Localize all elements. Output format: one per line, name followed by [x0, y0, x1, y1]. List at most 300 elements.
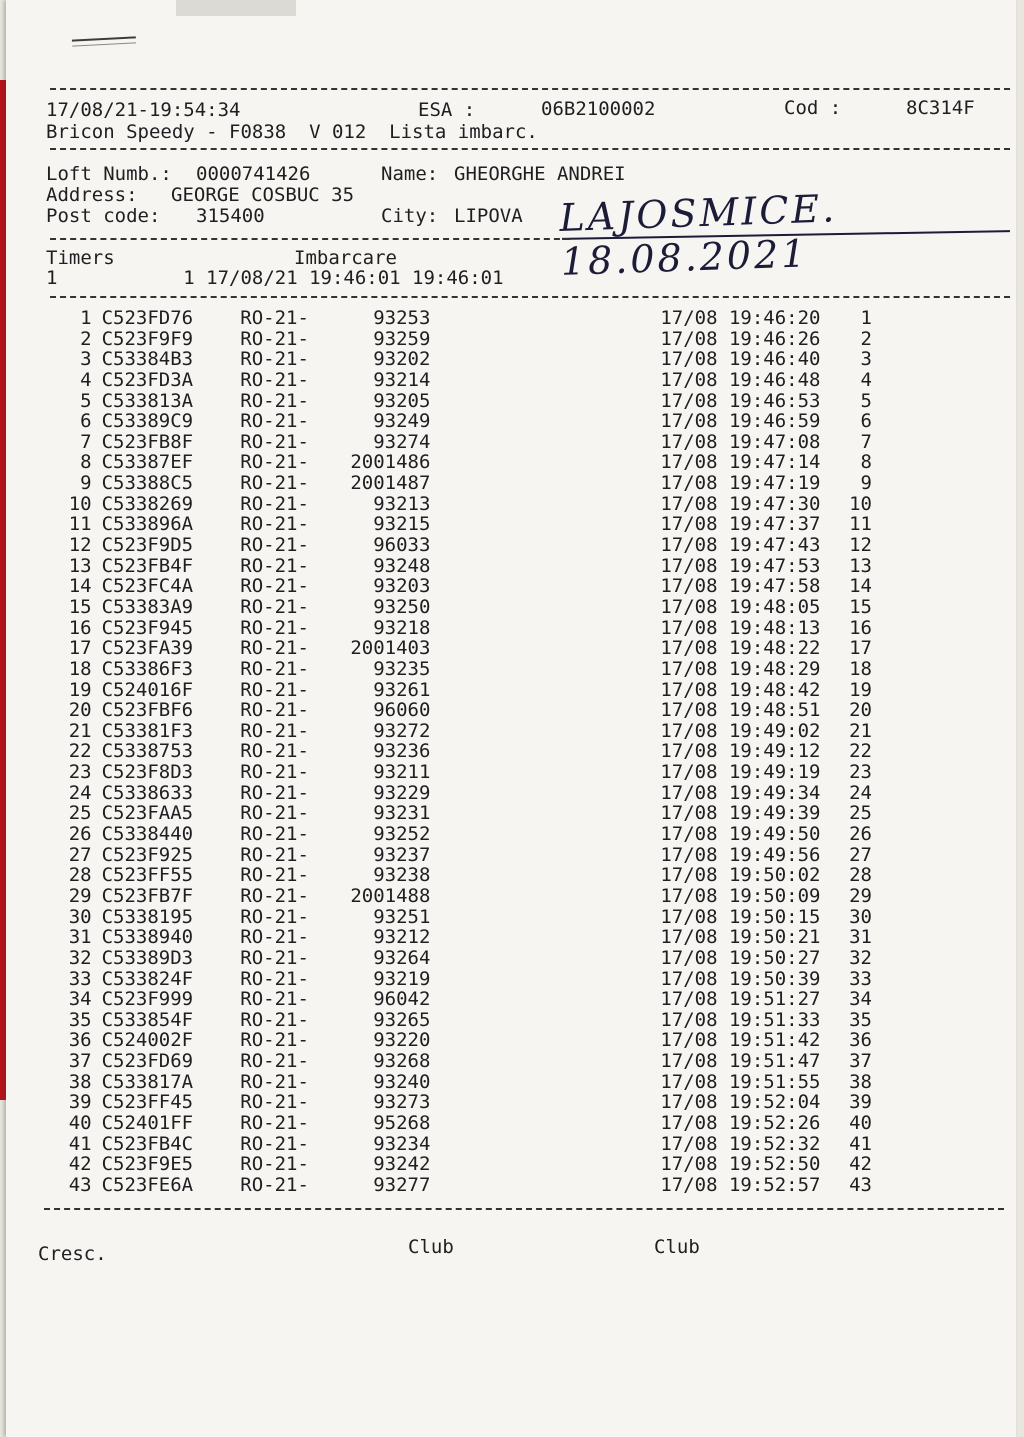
ring-id: C524016F: [101, 678, 194, 701]
address-label: Address:: [46, 184, 138, 206]
table-row: [52, 989, 872, 1010]
table-row: [52, 659, 872, 680]
arrival-time: 17/08 19:48:42: [660, 678, 821, 701]
ring-prefix: RO-21-: [240, 389, 309, 412]
position: 17: [849, 637, 872, 660]
ring-id: C523FBF6: [101, 699, 194, 722]
arrival-time: 17/08 19:52:04: [660, 1091, 821, 1114]
table-row: [52, 700, 872, 721]
ring-prefix: RO-21-: [240, 946, 309, 969]
table-row: [52, 741, 872, 762]
ring-number: 93272: [373, 719, 431, 742]
separator: [50, 296, 1010, 298]
table-row: [52, 1051, 872, 1072]
row-index: 28: [68, 864, 92, 887]
ring-number: 95268: [373, 1111, 431, 1134]
arrival-time: 17/08 19:48:29: [660, 657, 821, 680]
arrival-time: 17/08 19:50:09: [660, 884, 821, 907]
pigeon-list: [52, 308, 872, 1196]
arrival-time: 17/08 19:48:05: [660, 595, 821, 618]
arrival-time: 17/08 19:46:40: [660, 348, 821, 371]
ring-prefix: RO-21-: [240, 781, 309, 804]
row-index: 37: [68, 1050, 92, 1073]
ring-prefix: RO-21-: [240, 719, 309, 742]
row-index: 11: [68, 513, 92, 536]
row-index: 36: [68, 1029, 92, 1052]
table-row: [52, 1010, 872, 1031]
table-row: [52, 432, 872, 453]
handwritten-note: LAJOSMICE. 18.08.2021: [558, 186, 838, 284]
timer-row: 1 1 17/08/21 19:46:01 19:46:01: [46, 267, 504, 289]
ring-prefix: RO-21-: [240, 657, 309, 680]
row-index: 12: [68, 534, 92, 557]
arrival-time: 17/08 19:49:39: [660, 802, 821, 825]
position: 24: [849, 781, 872, 804]
position: 15: [849, 595, 872, 618]
row-index: 18: [68, 657, 92, 680]
ring-number: 93249: [373, 410, 431, 433]
row-index: 16: [68, 616, 92, 639]
table-row: [52, 556, 872, 577]
ring-prefix: RO-21-: [240, 926, 309, 949]
arrival-time: 17/08 19:46:26: [660, 327, 821, 350]
ring-number: 93218: [373, 616, 431, 639]
position: 4: [860, 368, 872, 391]
ring-id: C53386F3: [101, 657, 194, 680]
ring-number: 93240: [373, 1070, 431, 1093]
position: 5: [860, 389, 872, 412]
ring-id: C5338753: [101, 740, 194, 763]
ring-number: 2001488: [350, 884, 431, 907]
arrival-time: 17/08 19:51:33: [660, 1008, 821, 1031]
row-index: 7: [80, 430, 92, 453]
staple-mark: [72, 36, 136, 46]
arrival-time: 17/08 19:46:53: [660, 389, 821, 412]
table-row: [52, 845, 872, 866]
position: 1: [860, 307, 872, 329]
ring-number: 93248: [373, 554, 431, 577]
position: 12: [849, 534, 872, 557]
table-row: [52, 824, 872, 845]
ring-prefix: RO-21-: [240, 430, 309, 453]
position: 16: [849, 616, 872, 639]
ring-prefix: RO-21-: [240, 348, 309, 371]
row-index: 35: [68, 1008, 92, 1031]
ring-number: 93214: [373, 368, 431, 391]
ring-prefix: RO-21-: [240, 575, 309, 598]
table-row: [52, 514, 872, 535]
ring-id: C523FB8F: [101, 430, 194, 453]
table-row: [52, 411, 872, 432]
ring-number: 93277: [373, 1173, 431, 1196]
row-index: 32: [68, 946, 92, 969]
ring-prefix: RO-21-: [240, 1153, 309, 1176]
table-row: [52, 618, 872, 639]
ring-number: 93252: [373, 823, 431, 846]
ring-id: C523F9F9: [101, 327, 194, 350]
position: 11: [849, 513, 872, 536]
row-index: 41: [68, 1132, 92, 1155]
ring-prefix: RO-21-: [240, 843, 309, 866]
esa-value: 06B2100002: [541, 98, 656, 120]
row-index: 15: [68, 595, 92, 618]
footer-club-1: Club: [408, 1236, 454, 1258]
table-row: [52, 680, 872, 701]
position: 42: [849, 1153, 872, 1176]
row-index: 9: [80, 472, 92, 495]
ring-number: 93268: [373, 1050, 431, 1073]
arrival-time: 17/08 19:47:58: [660, 575, 821, 598]
ring-prefix: RO-21-: [240, 492, 309, 515]
row-index: 19: [68, 678, 92, 701]
arrival-time: 17/08 19:49:12: [660, 740, 821, 763]
ring-id: C53389C9: [101, 410, 194, 433]
ring-id: C523F945: [101, 616, 194, 639]
position: 36: [849, 1029, 872, 1052]
row-index: 10: [68, 492, 92, 515]
city-value: LIPOVA: [454, 205, 523, 227]
ring-id: C533813A: [101, 389, 194, 412]
ring-id: C523F999: [101, 988, 194, 1011]
ring-number: 93236: [373, 740, 431, 763]
arrival-time: 17/08 19:48:22: [660, 637, 821, 660]
row-index: 31: [68, 926, 92, 949]
row-index: 6: [80, 410, 92, 433]
arrival-time: 17/08 19:48:13: [660, 616, 821, 639]
ring-prefix: RO-21-: [240, 905, 309, 928]
table-row: [52, 597, 872, 618]
ring-prefix: RO-21-: [240, 678, 309, 701]
arrival-time: 17/08 19:46:59: [660, 410, 821, 433]
ring-prefix: RO-21-: [240, 967, 309, 990]
ring-id: C523FD69: [101, 1050, 194, 1073]
ring-id: C523FF55: [101, 864, 194, 887]
table-row: [52, 969, 872, 990]
ring-prefix: RO-21-: [240, 761, 309, 784]
row-index: 24: [68, 781, 92, 804]
ring-number: 93234: [373, 1132, 431, 1155]
arrival-time: 17/08 19:51:55: [660, 1070, 821, 1093]
ring-number: 93265: [373, 1008, 431, 1031]
position: 30: [849, 905, 872, 928]
ring-number: 93264: [373, 946, 431, 969]
table-row: [52, 721, 872, 742]
postcode-value: 315400: [196, 205, 265, 227]
ring-id: C53381F3: [101, 719, 194, 742]
row-index: 29: [68, 884, 92, 907]
ring-id: C52401FF: [101, 1111, 194, 1134]
row-index: 1: [80, 307, 92, 329]
owner-address: GEORGE COSBUC 35: [171, 184, 355, 206]
ring-number: 93219: [373, 967, 431, 990]
ring-id: C53383A9: [101, 595, 194, 618]
row-index: 21: [68, 719, 92, 742]
ring-id: C5338940: [101, 926, 194, 949]
ring-prefix: RO-21-: [240, 451, 309, 474]
table-row: [52, 1030, 872, 1051]
position: 8: [860, 451, 872, 474]
ring-number: 2001403: [350, 637, 431, 660]
row-index: 40: [68, 1111, 92, 1134]
ring-prefix: RO-21-: [240, 988, 309, 1011]
arrival-time: 17/08 19:51:47: [660, 1050, 821, 1073]
position: 28: [849, 864, 872, 887]
arrival-time: 17/08 19:47:37: [660, 513, 821, 536]
ring-id: C53384B3: [101, 348, 194, 371]
ring-prefix: RO-21-: [240, 802, 309, 825]
arrival-time: 17/08 19:47:14: [660, 451, 821, 474]
arrival-time: 17/08 19:47:08: [660, 430, 821, 453]
cod-label: Cod :: [784, 97, 842, 119]
row-index: 23: [68, 761, 92, 784]
ring-prefix: RO-21-: [240, 534, 309, 557]
ring-number: 2001486: [350, 451, 431, 474]
arrival-time: 17/08 19:50:39: [660, 967, 821, 990]
position: 3: [860, 348, 872, 371]
row-index: 5: [80, 389, 92, 412]
folded-corner: [176, 0, 296, 16]
ring-id: C5338440: [101, 823, 194, 846]
ring-prefix: RO-21-: [240, 1091, 309, 1114]
arrival-time: 17/08 19:49:34: [660, 781, 821, 804]
ring-id: C523FC4A: [101, 575, 194, 598]
ring-number: 93274: [373, 430, 431, 453]
position: 37: [849, 1050, 872, 1073]
ring-prefix: RO-21-: [240, 513, 309, 536]
table-row: [52, 370, 872, 391]
table-row: [52, 1154, 872, 1175]
separator: [50, 148, 1010, 150]
row-index: 39: [68, 1091, 92, 1114]
position: 33: [849, 967, 872, 990]
ring-id: C5338269: [101, 492, 194, 515]
row-index: 13: [68, 554, 92, 577]
ring-number: 93213: [373, 492, 431, 515]
table-row: [52, 1134, 872, 1155]
table-row: [52, 1113, 872, 1134]
arrival-time: 17/08 19:51:27: [660, 988, 821, 1011]
table-row: [52, 762, 872, 783]
arrival-time: 17/08 19:47:19: [660, 472, 821, 495]
ring-prefix: RO-21-: [240, 410, 309, 433]
ring-number: 96060: [373, 699, 431, 722]
ring-prefix: RO-21-: [240, 1008, 309, 1031]
ring-number: 2001487: [350, 472, 431, 495]
table-row: [52, 886, 872, 907]
city-label: City:: [381, 205, 439, 227]
ring-number: 93238: [373, 864, 431, 887]
position: 43: [849, 1173, 872, 1196]
table-row: [52, 308, 872, 329]
arrival-time: 17/08 19:46:48: [660, 368, 821, 391]
position: 20: [849, 699, 872, 722]
ring-prefix: RO-21-: [240, 1173, 309, 1196]
ring-number: 93203: [373, 575, 431, 598]
ring-number: 93253: [373, 307, 431, 329]
arrival-time: 17/08 19:49:19: [660, 761, 821, 784]
ring-prefix: RO-21-: [240, 472, 309, 495]
table-row: [52, 1092, 872, 1113]
ring-number: 93215: [373, 513, 431, 536]
position: 38: [849, 1070, 872, 1093]
ring-prefix: RO-21-: [240, 1029, 309, 1052]
table-row: [52, 948, 872, 969]
position: 10: [849, 492, 872, 515]
separator: [44, 1208, 1004, 1210]
row-index: 38: [68, 1070, 92, 1093]
position: 27: [849, 843, 872, 866]
ring-prefix: RO-21-: [240, 864, 309, 887]
arrival-time: 17/08 19:52:26: [660, 1111, 821, 1134]
arrival-time: 17/08 19:49:56: [660, 843, 821, 866]
ring-id: C533817A: [101, 1070, 194, 1093]
table-row: [52, 452, 872, 473]
position: 14: [849, 575, 872, 598]
esa-label: ESA :: [418, 99, 476, 121]
ring-number: 93220: [373, 1029, 431, 1052]
position: 29: [849, 884, 872, 907]
ring-number: 93212: [373, 926, 431, 949]
ring-number: 93261: [373, 678, 431, 701]
row-index: 20: [68, 699, 92, 722]
ring-id: C523FE6A: [101, 1173, 194, 1196]
table-row: [52, 535, 872, 556]
ring-number: 93205: [373, 389, 431, 412]
ring-id: C53389D3: [101, 946, 194, 969]
row-index: 2: [80, 327, 92, 350]
ring-number: 96033: [373, 534, 431, 557]
arrival-time: 17/08 19:47:53: [660, 554, 821, 577]
row-index: 30: [68, 905, 92, 928]
table-row: [52, 783, 872, 804]
ring-number: 93202: [373, 348, 431, 371]
table-row: [52, 907, 872, 928]
ring-prefix: RO-21-: [240, 595, 309, 618]
ring-id: C533854F: [101, 1008, 194, 1031]
arrival-time: 17/08 19:52:50: [660, 1153, 821, 1176]
ring-id: C523FD3A: [101, 368, 194, 391]
ring-prefix: RO-21-: [240, 554, 309, 577]
ring-prefix: RO-21-: [240, 637, 309, 660]
table-row: [52, 1072, 872, 1093]
ring-id: C523FD76: [101, 307, 194, 329]
ring-id: C523FA39: [101, 637, 194, 660]
position: 19: [849, 678, 872, 701]
arrival-time: 17/08 19:52:57: [660, 1173, 821, 1196]
loft-number: 0000741426: [196, 163, 311, 185]
arrival-time: 17/08 19:47:43: [660, 534, 821, 557]
row-index: 43: [68, 1173, 92, 1196]
ring-number: 96042: [373, 988, 431, 1011]
ring-id: C53388C5: [101, 472, 194, 495]
position: 21: [849, 719, 872, 742]
ring-id: C523FAA5: [101, 802, 194, 825]
position: 25: [849, 802, 872, 825]
position: 32: [849, 946, 872, 969]
table-row: [52, 927, 872, 948]
arrival-time: 17/08 19:51:42: [660, 1029, 821, 1052]
ring-number: 93259: [373, 327, 431, 350]
ring-prefix: RO-21-: [240, 368, 309, 391]
position: 13: [849, 554, 872, 577]
arrival-time: 17/08 19:46:20: [660, 307, 821, 329]
position: 35: [849, 1008, 872, 1031]
table-row: [52, 865, 872, 886]
position: 23: [849, 761, 872, 784]
postcode-label: Post code:: [46, 205, 161, 227]
ring-number: 93237: [373, 843, 431, 866]
position: 39: [849, 1091, 872, 1114]
ring-id: C523FB7F: [101, 884, 194, 907]
footer-club-2: Club: [654, 1236, 700, 1258]
row-index: 3: [80, 348, 92, 371]
table-row: [52, 494, 872, 515]
position: 26: [849, 823, 872, 846]
imbarcare-label: Imbarcare: [294, 247, 397, 269]
arrival-time: 17/08 19:48:51: [660, 699, 821, 722]
ring-number: 93231: [373, 802, 431, 825]
owner-name: GHEORGHE ANDREI: [454, 163, 626, 185]
ring-prefix: RO-21-: [240, 307, 309, 329]
cod-value: 8C314F: [906, 97, 975, 119]
timers-label: Timers: [46, 247, 115, 269]
ring-id: C523F925: [101, 843, 194, 866]
ring-prefix: RO-21-: [240, 1132, 309, 1155]
ring-id: C523FF45: [101, 1091, 194, 1114]
separator: [50, 88, 1010, 90]
ring-number: 93211: [373, 761, 431, 784]
row-index: 33: [68, 967, 92, 990]
row-index: 26: [68, 823, 92, 846]
table-row: [52, 391, 872, 412]
arrival-time: 17/08 19:50:27: [660, 946, 821, 969]
ring-prefix: RO-21-: [240, 327, 309, 350]
row-index: 25: [68, 802, 92, 825]
print-datetime: 17/08/21-19:54:34: [46, 99, 241, 121]
row-index: 14: [68, 575, 92, 598]
position: 41: [849, 1132, 872, 1155]
ring-number: 93251: [373, 905, 431, 928]
ring-prefix: RO-21-: [240, 740, 309, 763]
row-index: 8: [80, 451, 92, 474]
row-index: 17: [68, 637, 92, 660]
table-row: [52, 473, 872, 494]
ring-id: C524002F: [101, 1029, 194, 1052]
arrival-time: 17/08 19:50:15: [660, 905, 821, 928]
ring-number: 93273: [373, 1091, 431, 1114]
ring-id: C5338633: [101, 781, 194, 804]
ring-id: C523FB4F: [101, 554, 194, 577]
ring-id: C533896A: [101, 513, 194, 536]
name-label: Name:: [381, 163, 439, 185]
table-row: [52, 329, 872, 350]
ring-prefix: RO-21-: [240, 1111, 309, 1134]
position: 9: [860, 472, 872, 495]
row-index: 42: [68, 1153, 92, 1176]
arrival-time: 17/08 19:50:21: [660, 926, 821, 949]
ring-id: C53387EF: [101, 451, 194, 474]
ring-id: C523FB4C: [101, 1132, 194, 1155]
ring-prefix: RO-21-: [240, 823, 309, 846]
position: 22: [849, 740, 872, 763]
ring-prefix: RO-21-: [240, 699, 309, 722]
ring-id: C533824F: [101, 967, 194, 990]
ring-id: C523F9D5: [101, 534, 194, 557]
ring-number: 93242: [373, 1153, 431, 1176]
table-row: [52, 1175, 872, 1196]
position: 40: [849, 1111, 872, 1134]
arrival-time: 17/08 19:52:32: [660, 1132, 821, 1155]
